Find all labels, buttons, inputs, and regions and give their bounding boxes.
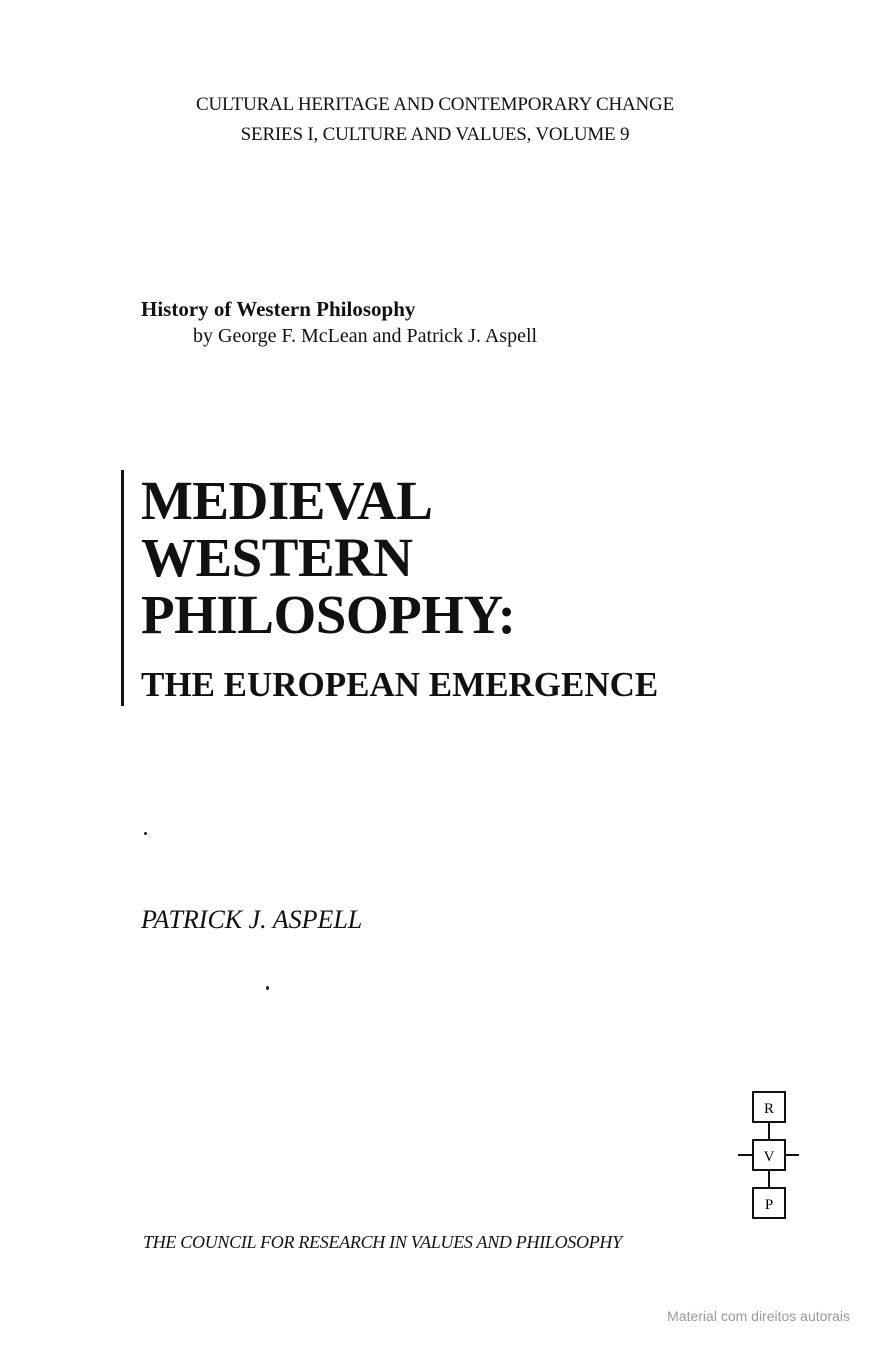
rvp-logo [736, 1090, 800, 1220]
book-title-line-1: MEDIEVAL [141, 470, 433, 531]
book-title [141, 472, 801, 643]
title-vertical-rule [121, 470, 124, 706]
logo-letter-bottom: P [764, 1197, 774, 1213]
scan-speck [266, 986, 269, 990]
collection-block [141, 296, 781, 350]
logo-letter-top: R [763, 1101, 775, 1117]
book-title-line-3: PHILOSOPHY: [141, 584, 516, 645]
rvp-logo-graphic [736, 1090, 800, 1220]
copyright-watermark: Material com direitos autorais [667, 1308, 850, 1324]
collection-title: History of Western Philosophy [141, 297, 416, 321]
book-author: PATRICK J. ASPELL [141, 905, 363, 934]
book-title-line-2: WESTERN [141, 527, 413, 588]
logo-letter-middle: V [763, 1149, 775, 1165]
series-line-1: CULTURAL HERITAGE AND CONTEMPORARY CHANGE [196, 94, 674, 115]
book-subtitle: THE EUROPEAN EMERGENCE [141, 665, 659, 704]
collection-authors: by George F. McLean and Patrick J. Aspell [193, 325, 538, 347]
publisher-name: THE COUNCIL FOR RESEARCH IN VALUES AND PHILOSOPHY [143, 1232, 622, 1252]
scan-speck [144, 832, 147, 835]
series-line-2: SERIES I, CULTURE AND VALUES, VOLUME 9 [240, 124, 630, 145]
series-heading [0, 90, 870, 150]
